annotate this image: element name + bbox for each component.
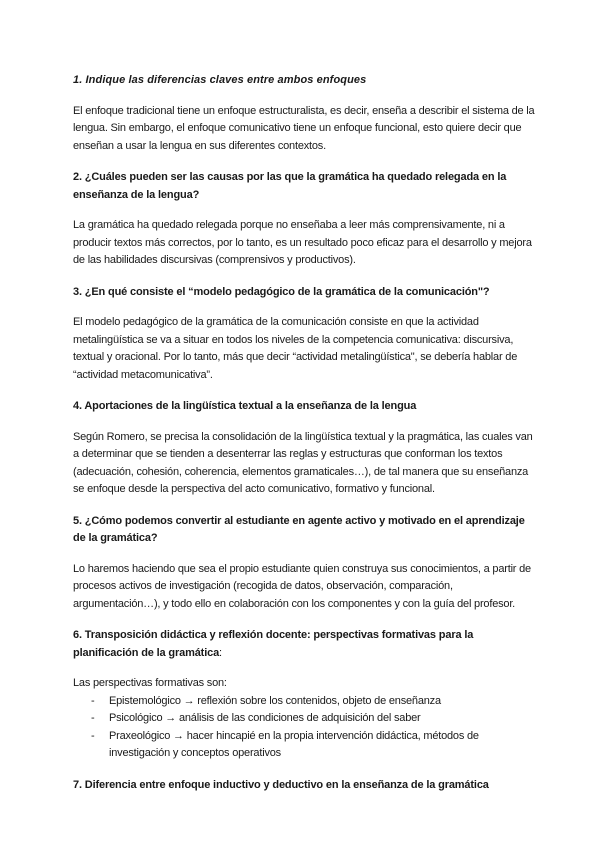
question-6-suffix: : xyxy=(219,646,222,659)
question-3-heading: 3. ¿En qué consiste el “modelo pedagógico de la gramática de la comunicación"? xyxy=(73,285,490,298)
question-6-heading xyxy=(73,627,535,662)
answer-4-text: Según Romero, se precisa la consolidación de la lingüística textual y la pragmática, las cuales van a determinar que se tienden a desenterrar las reglas y estructuras que conforman los textos (adecuación, cohesión, coherencia, elementos gramaticales…), de tal manera que su enseñanza se enfoque desde la perspectiva del acto comunicativo, formativo y funcional. xyxy=(73,430,533,495)
list-item xyxy=(73,710,535,728)
question-1-heading: 1. Indique las diferencias claves entre ambos enfoques xyxy=(73,74,367,86)
list-bullet: - xyxy=(91,729,95,742)
list-item xyxy=(73,693,535,711)
perspectives-list xyxy=(73,693,535,763)
answer-6-intro: Las perspectivas formativas son: xyxy=(73,677,227,689)
answer-2-text: La gramática ha quedado relegada porque no enseñaba a leer más comprensivamente, ni a producir textos más correctos, por lo tanto, es un resultado poco eficaz para el desarrollo y mejora de las habilidades discursivas (comprensivos y productivos). xyxy=(73,219,532,266)
document-page xyxy=(73,72,535,794)
list-item-text: Epistemológico → reflexión sobre los contenidos, objeto de enseñanza xyxy=(109,694,441,707)
list-item-text: Psicológico → análisis de las condiciones de adquisición del saber xyxy=(109,712,421,724)
list-bullet: - xyxy=(91,694,95,707)
list-item xyxy=(73,728,535,763)
question-2-heading: 2. ¿Cuáles pueden ser las causas por las que la gramática ha quedado relegada en la enseñanza de la lengua? xyxy=(73,171,507,201)
list-item-text: Praxeológico → hacer hincapié en la propia intervención didáctica, métodos de investigación y conceptos operativos xyxy=(109,729,479,759)
answer-3-text: El modelo pedagógico de la gramática de la comunicación consiste en que la actividad metalingüística se va a situar en todos los niveles de la competencia comunicativa: discursiva, textual y oracional. Por lo tanto, más que decir “actividad metalingüística", se debería hablar de “actividad metacomunicativa”. xyxy=(73,316,518,381)
list-bullet: - xyxy=(91,712,95,724)
answer-5-text: Lo haremos haciendo que sea el propio estudiante quien construya sus conocimientos, a partir de procesos activos de investigación (recogida de datos, observación, comparación, argumentación…), y todo ello en colaboración con los componentes y con la guía del profesor. xyxy=(73,562,531,610)
question-6-text: 6. Transposición didáctica y reflexión docente: perspectivas formativas para la planificación de la gramática xyxy=(73,629,474,659)
question-7-heading: 7. Diferencia entre enfoque inductivo y deductivo en la enseñanza de la gramática xyxy=(73,778,489,791)
question-4-heading: 4. Aportaciones de la lingüística textual a la enseñanza de la lengua xyxy=(73,400,417,412)
answer-1-text: El enfoque tradicional tiene un enfoque estructuralista, es decir, enseña a describir el sistema de la lengua. Sin embargo, el enfoque comunicativo tiene un enfoque funcional, esto quiere decir que enseñan a usar la lengua en sus diferentes contextos. xyxy=(73,104,535,152)
question-5-heading: 5. ¿Cómo podemos convertir al estudiante en agente activo y motivado en el aprendizaje de la gramática? xyxy=(73,514,525,544)
